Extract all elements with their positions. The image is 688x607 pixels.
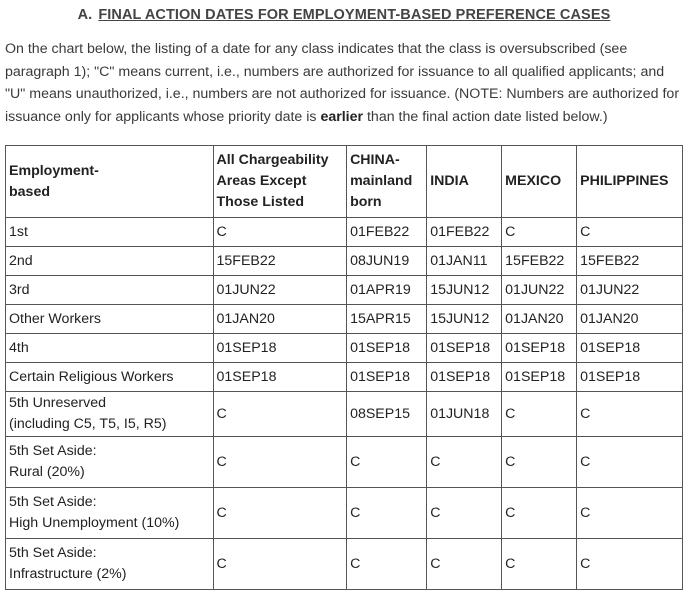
cell-mexico: C xyxy=(502,437,577,488)
table-row xyxy=(6,363,683,392)
cell-all-chargeability: C xyxy=(213,437,347,488)
cell-china: 01SEP18 xyxy=(347,334,427,363)
section-heading xyxy=(0,6,688,28)
cell-all-chargeability: C xyxy=(213,218,347,247)
cell-philippines: C xyxy=(577,218,683,247)
row-category: 5th Set Aside: Infrastructure (2%) xyxy=(6,539,214,590)
table-row xyxy=(6,539,683,590)
cell-mexico: 01SEP18 xyxy=(502,334,577,363)
cell-china: C xyxy=(347,437,427,488)
cell-china: 15APR15 xyxy=(347,305,427,334)
cell-india: 01FEB22 xyxy=(427,218,502,247)
cell-india: C xyxy=(427,437,502,488)
row-category: Other Workers xyxy=(6,305,214,334)
header-mexico: MEXICO xyxy=(502,146,577,218)
cell-india: C xyxy=(427,539,502,590)
table-row xyxy=(6,392,683,437)
cell-mexico: 01JUN22 xyxy=(502,276,577,305)
cell-philippines: C xyxy=(577,488,683,539)
cell-mexico: C xyxy=(502,488,577,539)
cell-all-chargeability: 01JAN20 xyxy=(213,305,347,334)
row-category: 5th Unreserved (including C5, T5, I5, R5) xyxy=(6,392,214,437)
cell-india: C xyxy=(427,488,502,539)
cell-all-chargeability: 01SEP18 xyxy=(213,363,347,392)
cell-all-chargeability: 01JUN22 xyxy=(213,276,347,305)
header-india: INDIA xyxy=(427,146,502,218)
table-row xyxy=(6,276,683,305)
table-row xyxy=(6,437,683,488)
cell-china: 01SEP18 xyxy=(347,363,427,392)
row-category: 5th Set Aside: Rural (20%) xyxy=(6,437,214,488)
section-letter: A. xyxy=(77,7,93,23)
cell-philippines: C xyxy=(577,392,683,437)
row-category: 4th xyxy=(6,334,214,363)
cell-china: 08JUN19 xyxy=(347,247,427,276)
cell-philippines: 01SEP18 xyxy=(577,334,683,363)
table-row xyxy=(6,218,683,247)
intro-text-1: On the chart below, the listing of a date for any class indicates that the class is oversubscribed (see paragraph 1); "C" means current, i.e., numbers are authorized for issuance to all qualified applicants; and "U" means unauthorized, i.e., numbers are not authorized for issuance. (NOTE: Numbers are authorized for issuance only for applicants whose priority date is xyxy=(5,41,680,125)
section-title: FINAL ACTION DATES FOR EMPLOYMENT-BASED PREFERENCE CASES xyxy=(98,7,611,23)
intro-emphasis: earlier xyxy=(320,108,364,125)
table-row xyxy=(6,247,683,276)
header-china: CHINA- mainland born xyxy=(347,146,427,218)
cell-mexico: C xyxy=(502,392,577,437)
table-row xyxy=(6,334,683,363)
final-action-dates-table xyxy=(5,145,683,590)
cell-all-chargeability: C xyxy=(213,392,347,437)
cell-china: 08SEP15 xyxy=(347,392,427,437)
row-category: 5th Set Aside: High Unemployment (10%) xyxy=(6,488,214,539)
cell-india: 15JUN12 xyxy=(427,305,502,334)
cell-india: 01JAN11 xyxy=(427,247,502,276)
cell-india: 15JUN12 xyxy=(427,276,502,305)
cell-china: C xyxy=(347,488,427,539)
cell-philippines: C xyxy=(577,437,683,488)
intro-paragraph xyxy=(5,38,682,128)
cell-philippines: 01JAN20 xyxy=(577,305,683,334)
row-category: 1st xyxy=(6,218,214,247)
cell-mexico: C xyxy=(502,539,577,590)
table-header-row xyxy=(6,146,683,218)
cell-philippines: 15FEB22 xyxy=(577,247,683,276)
row-category: Certain Religious Workers xyxy=(6,363,214,392)
cell-all-chargeability: C xyxy=(213,488,347,539)
cell-china: C xyxy=(347,539,427,590)
row-category: 2nd xyxy=(6,247,214,276)
header-philippines: PHILIPPINES xyxy=(577,146,683,218)
header-employment-based: Employment- based xyxy=(6,146,214,218)
header-all-chargeability: All Chargeability Areas Except Those Listed xyxy=(213,146,347,218)
cell-mexico: 15FEB22 xyxy=(502,247,577,276)
cell-all-chargeability: 01SEP18 xyxy=(213,334,347,363)
cell-china: 01FEB22 xyxy=(347,218,427,247)
cell-india: 01SEP18 xyxy=(427,363,502,392)
cell-india: 01SEP18 xyxy=(427,334,502,363)
cell-china: 01APR19 xyxy=(347,276,427,305)
cell-mexico: 01SEP18 xyxy=(502,363,577,392)
intro-text-2: than the final action date listed below.) xyxy=(363,108,608,125)
cell-philippines: C xyxy=(577,539,683,590)
table-row xyxy=(6,305,683,334)
cell-all-chargeability: 15FEB22 xyxy=(213,247,347,276)
cell-mexico: 01JAN20 xyxy=(502,305,577,334)
row-category: 3rd xyxy=(6,276,214,305)
cell-all-chargeability: C xyxy=(213,539,347,590)
cell-india: 01JUN18 xyxy=(427,392,502,437)
cell-mexico: C xyxy=(502,218,577,247)
table-row xyxy=(6,488,683,539)
cell-philippines: 01SEP18 xyxy=(577,363,683,392)
cell-philippines: 01JUN22 xyxy=(577,276,683,305)
